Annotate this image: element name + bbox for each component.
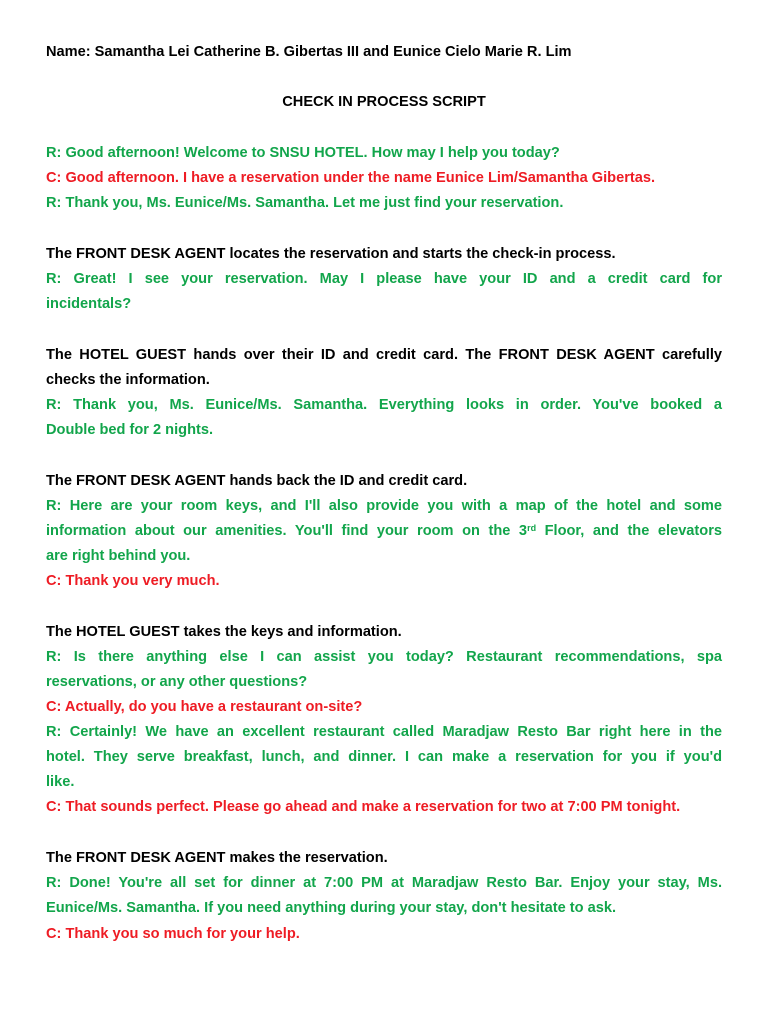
document-title: CHECK IN PROCESS SCRIPT bbox=[282, 94, 486, 110]
receptionist-text: Floor, and the elevators bbox=[536, 523, 722, 539]
customer-line: C: Thank you so much for your help. bbox=[46, 926, 300, 942]
receptionist-line: incidentals? bbox=[46, 296, 132, 312]
receptionist-line: R: Thank you, Ms. Eunice/Ms. Samantha. Let me just find your reservation. bbox=[46, 195, 564, 211]
customer-line: C: Good afternoon. I have a reservation under the name Eunice Lim/Samantha Gibertas. bbox=[46, 170, 656, 186]
author-names: Name: Samantha Lei Catherine B. Gibertas III and Eunice Cielo Marie R. Lim bbox=[46, 44, 572, 60]
customer-line: C: Actually, do you have a restaurant on-site? bbox=[46, 699, 363, 715]
receptionist-line: reservations, or any other questions? bbox=[46, 674, 308, 690]
receptionist-line: are right behind you. bbox=[46, 548, 191, 564]
receptionist-line: R: Great! I see your reservation. May I please have your ID and a credit card for bbox=[46, 271, 722, 287]
narration-line: The HOTEL GUEST takes the keys and information. bbox=[46, 624, 402, 640]
narration-line: The HOTEL GUEST hands over their ID and credit card. The FRONT DESK AGENT carefully bbox=[46, 347, 722, 363]
narration-line: The FRONT DESK AGENT locates the reservation and starts the check-in process. bbox=[46, 246, 616, 262]
receptionist-line: R: Good afternoon! Welcome to SNSU HOTEL. How may I help you today? bbox=[46, 145, 560, 161]
receptionist-line: R: Done! You're all set for dinner at 7:00 PM at Maradjaw Resto Bar. Enjoy your stay, Ms. bbox=[46, 875, 722, 891]
receptionist-line: R: Is there anything else I can assist you today? Restaurant recommendations, spa bbox=[46, 649, 722, 665]
receptionist-line: R: Here are your room keys, and I'll also provide you with a map of the hotel and some bbox=[46, 498, 722, 514]
customer-line: C: That sounds perfect. Please go ahead and make a reservation for two at 7:00 PM tonight. bbox=[46, 799, 681, 815]
customer-line: C: Thank you very much. bbox=[46, 573, 220, 589]
receptionist-text: information about our amenities. You'll find your room on the 3 bbox=[46, 523, 528, 539]
receptionist-line: R: Thank you, Ms. Eunice/Ms. Samantha. Everything looks in order. You've booked a bbox=[46, 397, 722, 413]
receptionist-line: Double bed for 2 nights. bbox=[46, 422, 214, 438]
receptionist-line: Eunice/Ms. Samantha. If you need anything during your stay, don't hesitate to ask. bbox=[46, 900, 617, 916]
receptionist-line: R: Certainly! We have an excellent restaurant called Maradjaw Resto Bar right here in the bbox=[46, 724, 722, 740]
ordinal-suffix: rd bbox=[527, 523, 537, 533]
receptionist-line bbox=[46, 521, 722, 541]
receptionist-line: hotel. They serve breakfast, lunch, and dinner. I can make a reservation for you if you'd bbox=[46, 749, 722, 765]
narration-line: The FRONT DESK AGENT makes the reservation. bbox=[46, 850, 388, 866]
receptionist-line: like. bbox=[46, 774, 75, 790]
narration-line: The FRONT DESK AGENT hands back the ID and credit card. bbox=[46, 473, 468, 489]
narration-line: checks the information. bbox=[46, 372, 210, 388]
